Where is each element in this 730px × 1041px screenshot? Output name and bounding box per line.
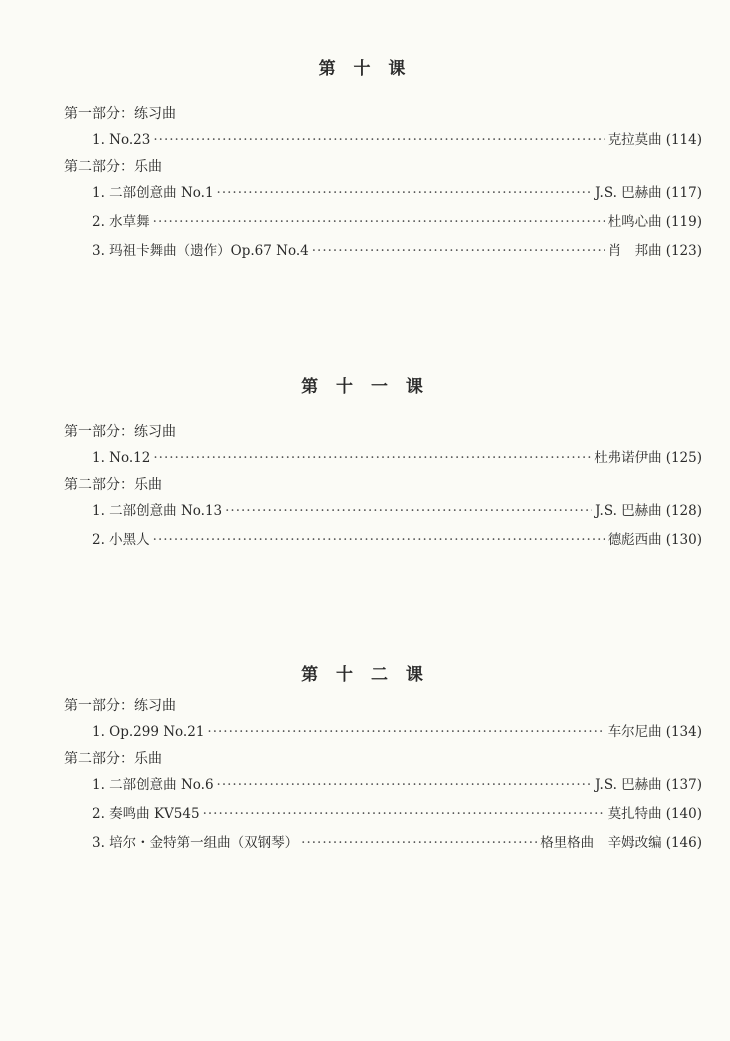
- toc-entry[interactable]: [92, 497, 702, 526]
- entry-composer: 莫扎特曲: [607, 806, 662, 822]
- entry-title: 2. 小黑人: [92, 532, 150, 548]
- entry-composer: 车尔尼曲: [607, 724, 662, 740]
- toc-entry[interactable]: [92, 126, 702, 155]
- dot-leader: [217, 179, 593, 208]
- entry-composer: 杜鸣心曲: [607, 214, 662, 230]
- lesson-11: [0, 374, 730, 555]
- entry-composer: 格里格曲 辛姆改编: [540, 835, 662, 851]
- entry-page-number: (128): [665, 503, 702, 519]
- dot-leader: [312, 237, 605, 266]
- entry-title: 1. 二部创意曲 No.6: [92, 777, 214, 793]
- dot-leader: [153, 208, 605, 237]
- part-heading: 第一部分：练习曲: [64, 698, 176, 714]
- entry-composer: 克拉莫曲: [607, 132, 662, 148]
- entry-composer: 杜弗诺伊曲: [594, 450, 662, 466]
- part-heading: 第二部分：乐曲: [64, 159, 162, 175]
- entry-title: 1. 二部创意曲 No.1: [92, 185, 214, 201]
- dot-leader: [217, 771, 593, 800]
- part-heading: 第二部分：乐曲: [64, 751, 162, 767]
- entry-page-number: (117): [665, 185, 702, 201]
- entry-page-number: (140): [665, 806, 702, 822]
- lesson-title: 第 十 一 课: [301, 377, 429, 397]
- entry-composer: J.S. 巴赫曲: [595, 503, 662, 519]
- entry-page-number: (146): [665, 835, 702, 851]
- part-heading: 第二部分：乐曲: [64, 477, 162, 493]
- entry-page-number: (119): [665, 214, 702, 230]
- entry-title: 3. 玛祖卡舞曲（遗作）Op.67 No.4: [92, 243, 309, 259]
- entry-composer: 肖 邦曲: [607, 243, 662, 259]
- toc-entry[interactable]: [92, 800, 702, 829]
- lesson-12: [0, 662, 730, 858]
- entry-title: 1. Op.299 No.21: [92, 724, 205, 740]
- dot-leader: [225, 497, 592, 526]
- entry-page-number: (137): [665, 777, 702, 793]
- toc-entry[interactable]: [92, 237, 702, 266]
- lesson-10: [0, 56, 730, 266]
- entry-page-number: (114): [665, 132, 702, 148]
- dot-leader: [153, 526, 605, 555]
- toc-entry[interactable]: [92, 444, 702, 473]
- dot-leader: [207, 718, 604, 747]
- toc-entry[interactable]: [92, 208, 702, 237]
- entry-composer: J.S. 巴赫曲: [595, 777, 662, 793]
- toc-entry[interactable]: [92, 771, 702, 800]
- dot-leader: [203, 800, 605, 829]
- entry-title: 1. No.12: [92, 450, 151, 466]
- dot-leader: [301, 829, 537, 858]
- entry-composer: 德彪西曲: [607, 532, 662, 548]
- entry-page-number: (134): [665, 724, 702, 740]
- entry-title: 1. 二部创意曲 No.13: [92, 503, 223, 519]
- lesson-title: 第 十 二 课: [301, 665, 429, 685]
- entry-title: 2. 水草舞: [92, 214, 150, 230]
- toc-entry[interactable]: [92, 179, 702, 208]
- toc-entry[interactable]: [92, 718, 702, 747]
- entry-title: 3. 培尔・金特第一组曲（双钢琴）: [92, 835, 299, 851]
- entry-page-number: (130): [665, 532, 702, 548]
- entry-title: 2. 奏鸣曲 KV545: [92, 806, 200, 822]
- entry-page-number: (125): [665, 450, 702, 466]
- lesson-title: 第 十 课: [318, 59, 412, 79]
- part-heading: 第一部分：练习曲: [64, 106, 176, 122]
- toc-entry[interactable]: [92, 829, 702, 858]
- dot-leader: [153, 126, 604, 155]
- entry-title: 1. No.23: [92, 132, 151, 148]
- entry-page-number: (123): [665, 243, 702, 259]
- dot-leader: [153, 444, 591, 473]
- part-heading: 第一部分：练习曲: [64, 424, 176, 440]
- entry-composer: J.S. 巴赫曲: [595, 185, 662, 201]
- toc-entry[interactable]: [92, 526, 702, 555]
